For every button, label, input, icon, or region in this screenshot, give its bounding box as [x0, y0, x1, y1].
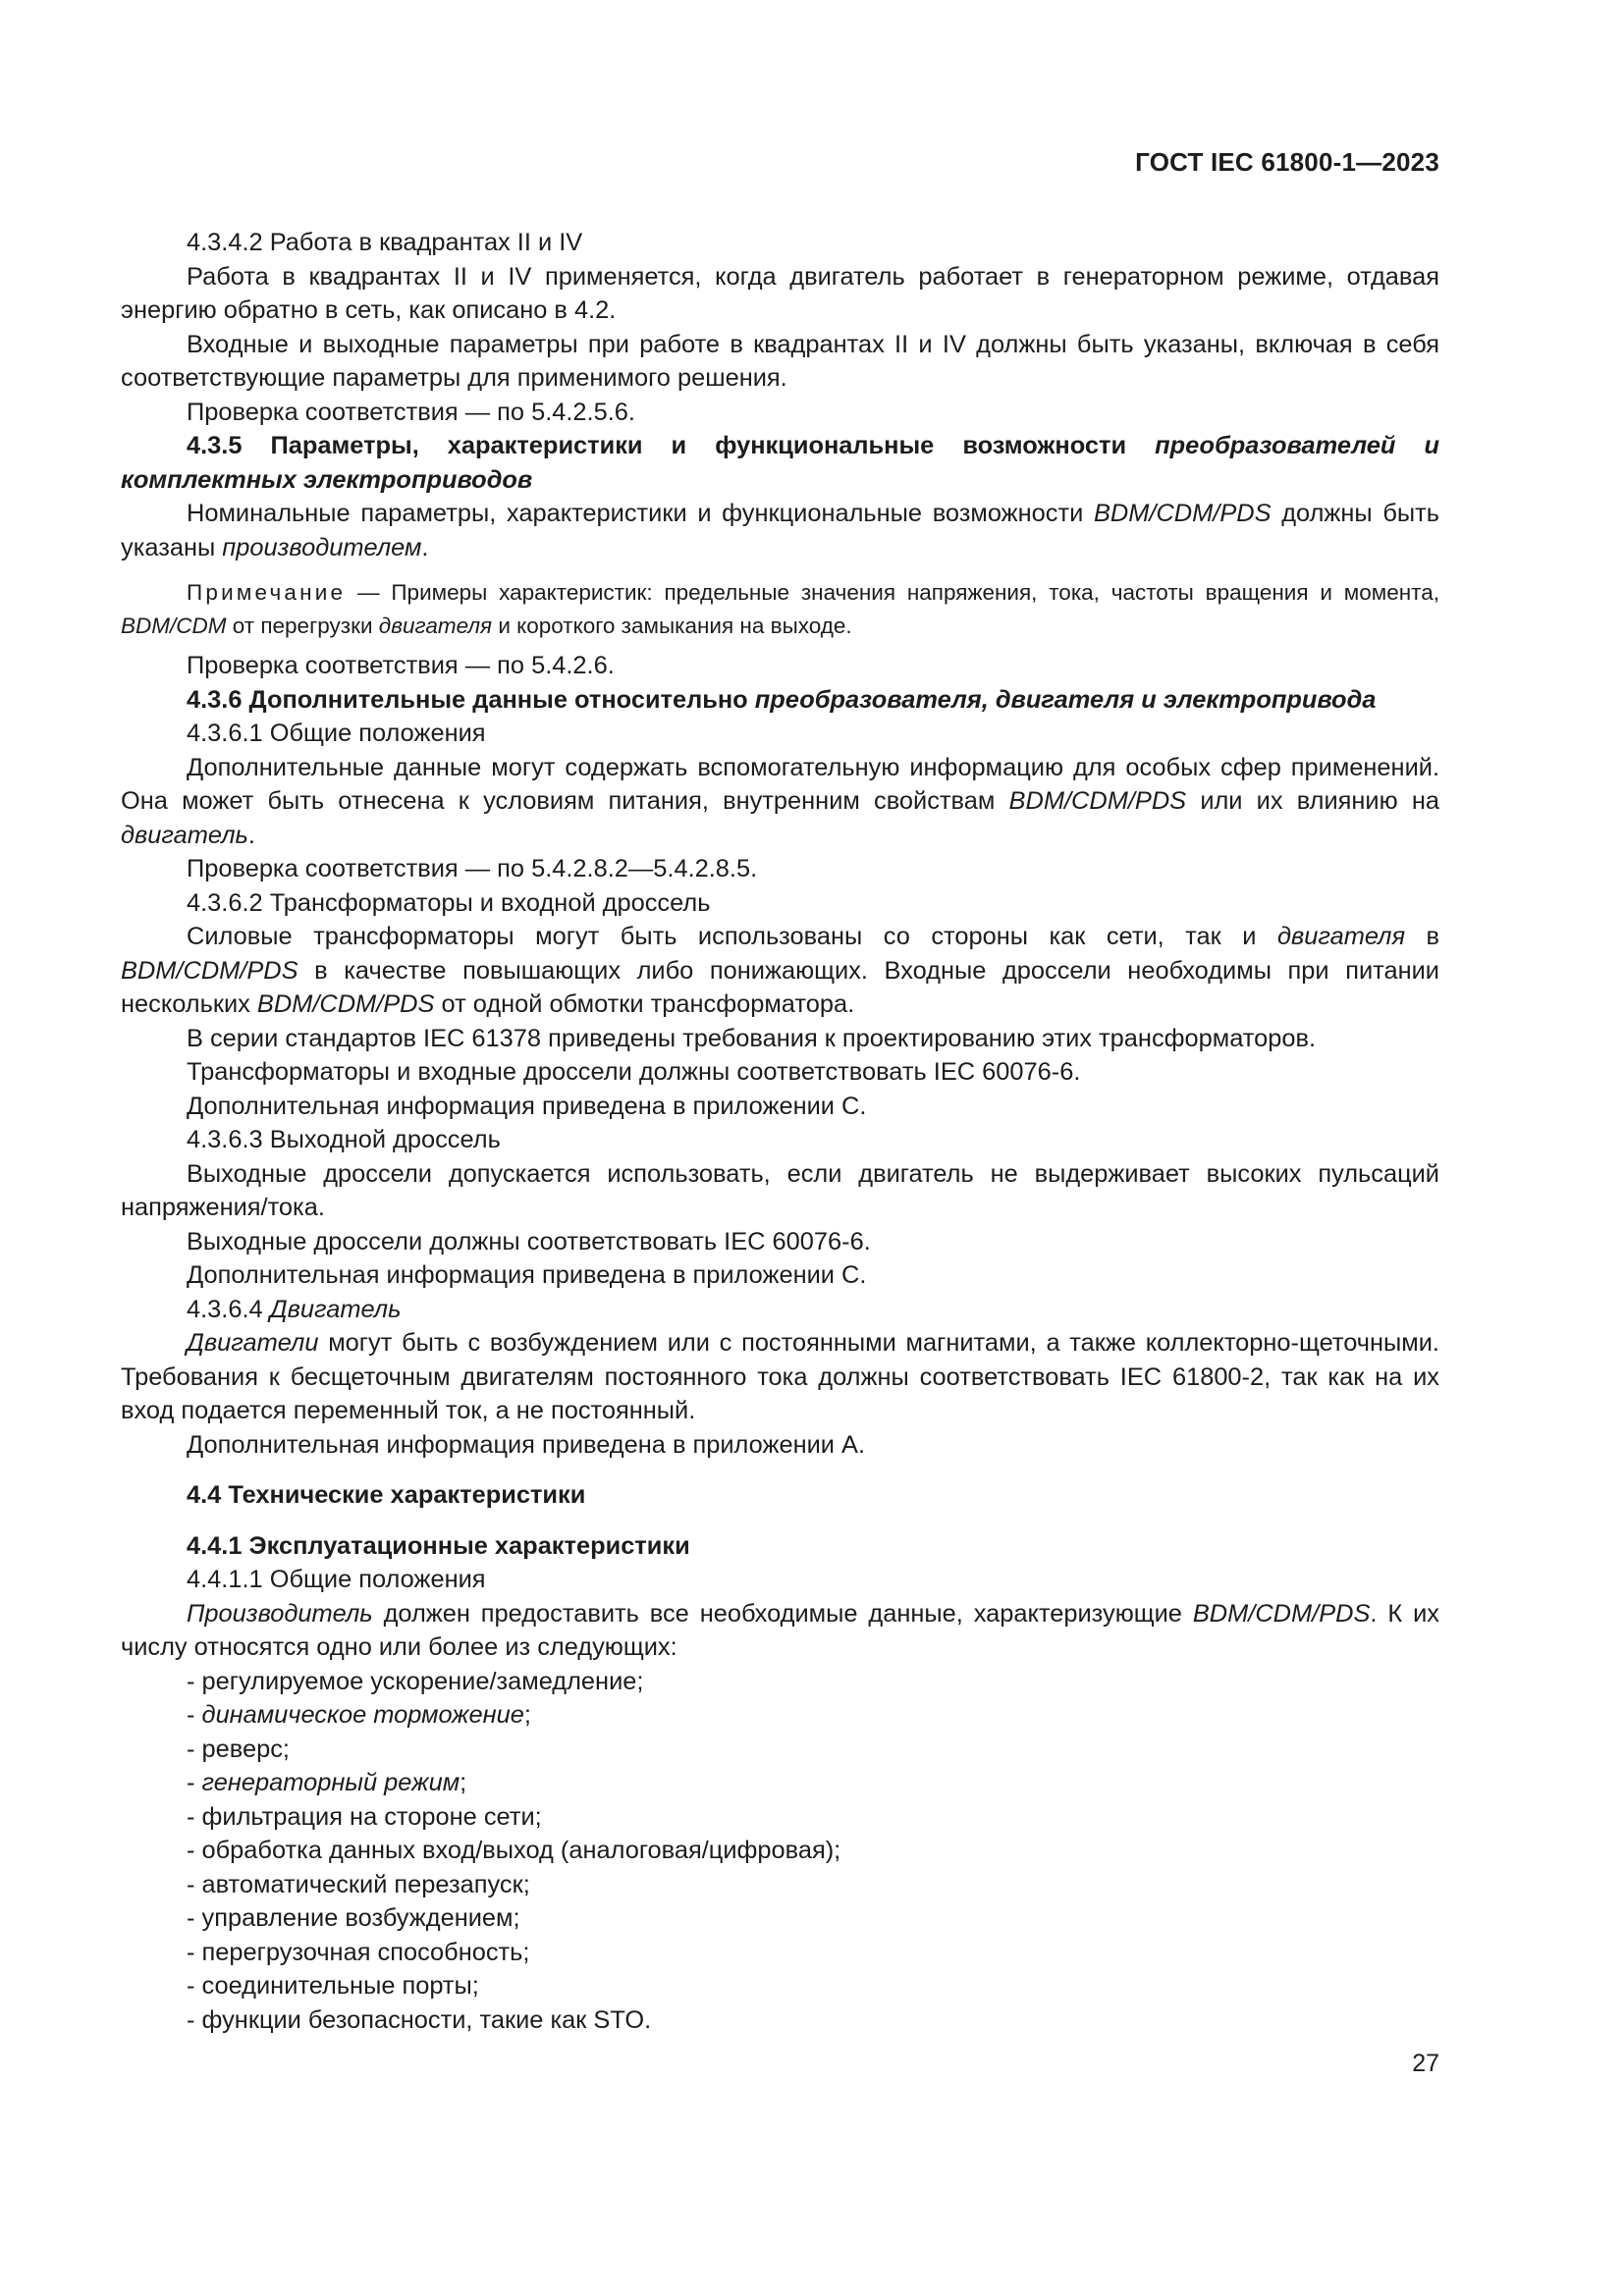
compliance-check: Проверка соответствия — по 5.4.2.5.6. — [187, 398, 635, 426]
text-span: BDM/CDM/PDS — [1192, 1599, 1371, 1628]
text-span: от одной обмотки трансформатора. — [441, 990, 855, 1018]
paragraph — [121, 751, 1439, 853]
list-item: - соединительные порты; — [187, 1972, 479, 2000]
text-span: от перегрузки — [232, 614, 373, 638]
paragraph: В серии стандартов IEC 61378 приведены требования к проектированию этих трансформаторов. — [187, 1024, 1317, 1052]
text-span: Производитель — [187, 1599, 373, 1628]
paragraph — [121, 1326, 1439, 1428]
paragraph — [121, 497, 1439, 564]
note — [121, 576, 1439, 643]
section-4-3-6-4-title — [121, 1293, 1439, 1327]
list-item: - перегрузочная способность; — [187, 1938, 530, 1966]
text-span: или их влиянию на — [1200, 787, 1439, 815]
text-span: — Примеры характеристик: предельные значения напряжения, тока, частоты вращения и момента, — [357, 580, 1439, 605]
document-body — [121, 226, 1439, 2037]
paragraph: Трансформаторы и входные дроссели должны соответствовать IEC 60076-6. — [187, 1058, 1081, 1086]
text-span: . — [247, 821, 255, 849]
list-item: - фильтрация на стороне сети; — [187, 1802, 542, 1831]
text-span: . К их числу относятся одно или более из следующих: — [121, 1599, 1439, 1661]
text-span: Силовые трансформаторы могут быть использованы со стороны как сети, так и — [187, 923, 1257, 950]
text-span: преобразователя, двигателя и электропривода — [754, 685, 1377, 714]
paragraph: Дополнительная информация приведена в приложении С. — [187, 1261, 867, 1289]
text-span: BDM/CDM/PDS — [1093, 500, 1272, 527]
text-span: ; — [460, 1769, 467, 1796]
section-4-3-6-heading — [121, 683, 1439, 718]
text-span: Параметры, характеристики и функциональные возможности — [270, 432, 1127, 459]
paragraph — [121, 920, 1439, 1022]
section-4-3-5-heading — [121, 429, 1439, 497]
paragraph — [121, 1597, 1439, 1665]
text-span: - — [187, 1701, 195, 1729]
section-4-4-heading: 4.4 Технические характеристики — [187, 1481, 586, 1509]
text-span: Дополнительные данные относительно — [248, 685, 748, 714]
compliance-check: Проверка соответствия — по 5.4.2.8.2—5.4.2.8.5. — [187, 855, 758, 882]
section-4-4-1-heading: 4.4.1 Эксплуатационные характеристики — [187, 1531, 690, 1560]
list-item: - регулируемое ускорение/замедление; — [187, 1667, 644, 1695]
compliance-check: Проверка соответствия — по 5.4.2.6. — [187, 652, 615, 679]
text-span: Двигатели — [187, 1329, 319, 1357]
page-number: 27 — [1412, 2050, 1439, 2077]
document-header: ГОСТ IEC 61800-1—2023 — [1135, 147, 1439, 177]
text-span: динамическое торможение — [201, 1701, 524, 1729]
paragraph: Выходные дроссели допускается использовать, если двигатель не выдерживает высоких пульсаций напряжения/тока. — [121, 1159, 1439, 1221]
text-span: двигателя — [378, 614, 493, 638]
text-span: должны быть указаны — [121, 500, 1439, 561]
section-4-3-4-2-title: 4.3.4.2 Работа в квадрантах II и IV — [187, 229, 583, 256]
section-4-4-1-1-title: 4.4.1.1 Общие положения — [187, 1566, 486, 1593]
text-span: Дополнительные данные могут содержать вспомогательную информацию для особых сфер применений. Она может быть отнесена к условиям питания, внутренним свойствам — [121, 753, 1439, 815]
text-span: двигатель — [121, 821, 248, 849]
list-item: - управление возбуждением; — [187, 1904, 520, 1932]
text-span: могут быть с возбуждением или с постоянными магнитами, а также коллекторно-щеточными. Требования к бесщеточным двигателям постоянного тока должны соответствовать IEC 61800-2, так как на их вход подается переменный ток, а не постоянный. — [121, 1329, 1439, 1424]
text-span: генераторный режим — [201, 1769, 460, 1796]
list-item: - обработка данных вход/выход (аналоговая/цифровая); — [187, 1837, 841, 1864]
text-span: . — [421, 533, 429, 561]
paragraph: Выходные дроссели должны соответствовать IEC 60076-6. — [187, 1227, 871, 1255]
text-span: двигателя — [1276, 923, 1406, 950]
text-span: и короткого замыкания на выходе. — [498, 614, 852, 638]
paragraph: Работа в квадрантах II и IV применяется, когда двигатель работает в генераторном режиме, отдавая энергию обратно в сеть, как описано в 4.2. — [121, 262, 1439, 324]
note-label: Примечание — [187, 580, 347, 605]
text-span: BDM/CDM — [121, 614, 227, 638]
list-item — [187, 1698, 1439, 1733]
text-span: 4.3.6.4 — [187, 1295, 263, 1323]
paragraph: Дополнительная информация приведена в приложении С. — [187, 1092, 867, 1120]
text-span: 4.3.5 — [187, 432, 243, 459]
text-span: в — [1426, 923, 1440, 950]
text-span: Двигатель — [269, 1295, 402, 1323]
section-4-3-6-3-title: 4.3.6.3 Выходной дроссель — [187, 1126, 501, 1153]
text-span: - — [187, 1769, 195, 1796]
list-item: - функции безопасности, такие как STO. — [187, 2005, 652, 2034]
text-span: должен предоставить все необходимые данные, характеризующие — [383, 1599, 1182, 1628]
text-span: производителем — [222, 533, 422, 561]
paragraph: Дополнительная информация приведена в приложении А. — [187, 1430, 866, 1459]
list-item: - реверс; — [187, 1735, 290, 1763]
list-item — [187, 1766, 1439, 1800]
text-span: BDM/CDM/PDS — [121, 956, 298, 985]
section-4-3-6-1-title: 4.3.6.1 Общие положения — [187, 720, 486, 747]
section-4-3-6-2-title: 4.3.6.2 Трансформаторы и входной дроссель — [187, 888, 711, 917]
text-span: 4.3.6 — [187, 685, 243, 714]
feature-list — [121, 1665, 1439, 2038]
paragraph: Входные и выходные параметры при работе в квадрантах II и IV должны быть указаны, включая в себя соответствующие параметры для применимого решения. — [121, 330, 1439, 392]
text-span: преобразователей и комплектных электроприводов — [121, 432, 1439, 494]
text-span: в качестве повышающих либо понижающих. Входные дроссели необходимы при питании нескольких — [121, 956, 1439, 1018]
list-item: - автоматический перезапуск; — [187, 1870, 530, 1898]
text-span: BDM/CDM/PDS — [256, 990, 435, 1018]
text-span: BDM/CDM/PDS — [1008, 787, 1187, 815]
text-span: ; — [523, 1701, 531, 1729]
text-span: Номинальные параметры, характеристики и функциональные возможности — [187, 500, 1084, 527]
